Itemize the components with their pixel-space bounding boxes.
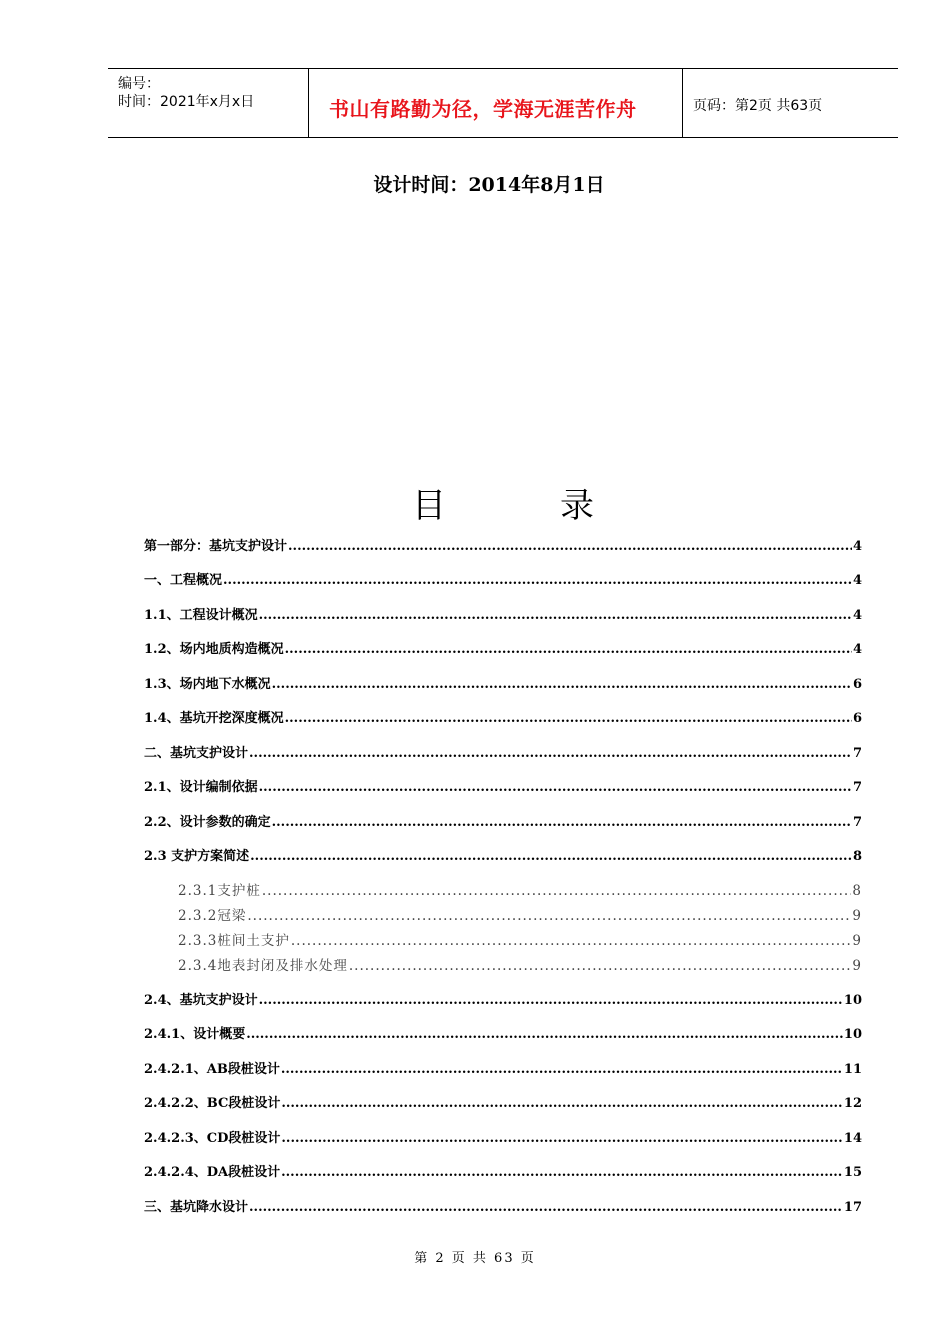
toc-entry[interactable]: 1.1、工程设计概况 ..... 4 [144, 604, 862, 623]
header-meta [108, 69, 309, 137]
toc-entry[interactable]: 2.1、设计编制依据 ..... 7 [144, 776, 862, 795]
design-time-text: 设计时间：2014年8月1日 [373, 174, 605, 196]
motto: 书山有路勤为径，学海无涯苦作舟 [329, 97, 637, 121]
toc-entry[interactable]: 1.2、场内地质构造概况 ..... 4 [144, 638, 862, 657]
page-header [108, 68, 898, 138]
toc-entry[interactable]: 2.2、设计参数的确定 ..... 7 [144, 811, 862, 830]
toc-entry[interactable]: 2.4.2.2、BC段桩设计 ..... 12 [144, 1092, 862, 1111]
toc-entry[interactable]: 2.3 支护方案简述 ..... 8 [144, 845, 862, 864]
toc-entry[interactable]: 三、基坑降水设计 ..... 17 [144, 1196, 862, 1215]
toc-entry[interactable]: 1.4、基坑开挖深度概况 ..... 6 [144, 707, 862, 726]
toc-subentry[interactable]: 2.3.2冠梁 ..... 9 [178, 904, 862, 924]
toc-entry[interactable]: 2.4.2.1、AB段桩设计 ..... 11 [144, 1058, 862, 1077]
toc-entry[interactable]: 2.4.2.4、DA段桩设计 ..... 15 [144, 1161, 862, 1180]
toc-title-char-1: 目 [412, 486, 446, 526]
toc-title-char-2: 录 [560, 486, 594, 526]
toc-entry[interactable]: 2.4.2.3、CD段桩设计 ..... 14 [144, 1127, 862, 1146]
toc-entry[interactable]: 1.3、场内地下水概况 ..... 6 [144, 673, 862, 692]
header-page-cell [683, 69, 898, 137]
number-label: 编号： [118, 76, 160, 92]
header-motto-cell [309, 69, 683, 137]
design-time [0, 170, 950, 197]
time-line: 时间：2021年x月x日 [118, 94, 255, 110]
toc-entry[interactable]: 2.4、基坑支护设计 ..... 10 [144, 989, 862, 1008]
toc-subentry[interactable]: 2.3.3桩间土支护 ..... 9 [178, 929, 862, 949]
page-footer: 第 2 页 共 63 页 [414, 1251, 536, 1266]
toc-entry[interactable]: 二、基坑支护设计 ..... 7 [144, 742, 862, 761]
toc-subentry[interactable]: 2.3.4地表封闭及排水处理 ..... 9 [178, 954, 862, 974]
header-page-info: 页码：第2页 共63页 [693, 98, 823, 114]
toc-subentry[interactable]: 2.3.1支护桩 ..... 8 [178, 879, 862, 899]
toc-entry[interactable]: 第一部分：基坑支护设计 ..... 4 [144, 535, 862, 554]
toc-entry[interactable]: 2.4.1、设计概要 ..... 10 [144, 1023, 862, 1042]
toc-entry[interactable]: 一、工程概况 ..... 4 [144, 569, 862, 588]
